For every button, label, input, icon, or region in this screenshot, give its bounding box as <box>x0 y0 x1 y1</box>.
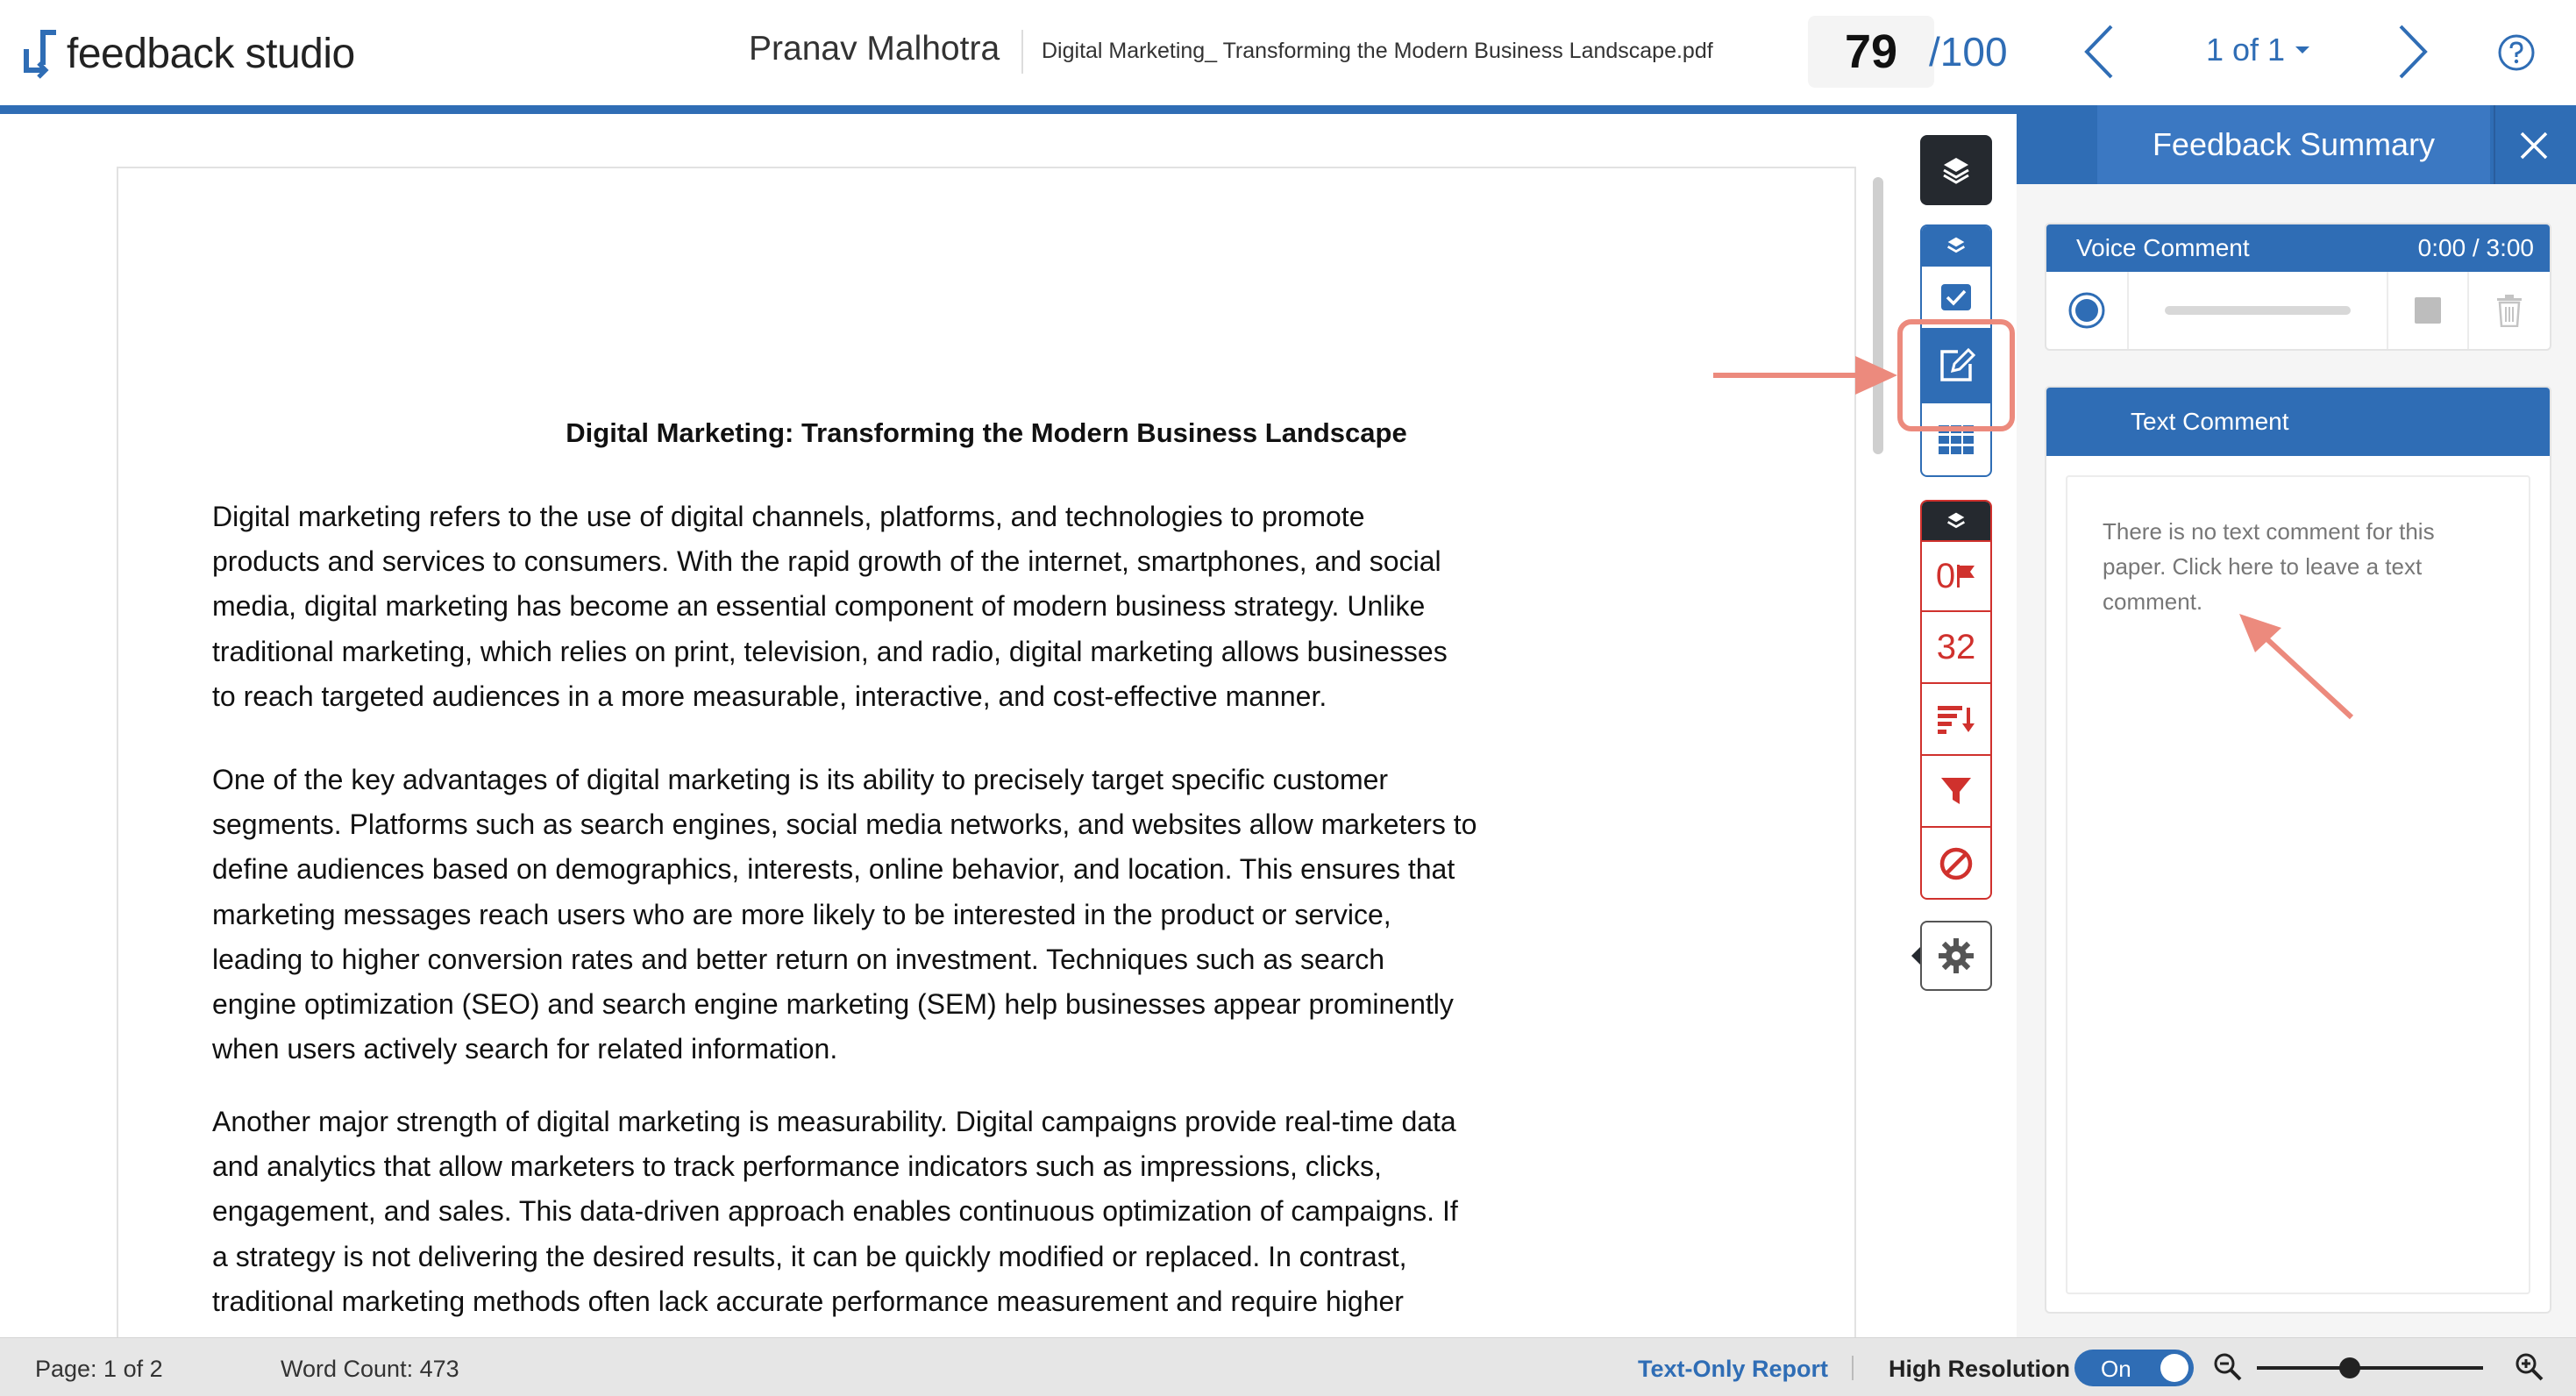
delete-voice-button[interactable] <box>2469 272 2550 349</box>
page-selector-label: 1 of 1 <box>2206 32 2286 68</box>
header-divider <box>1021 30 1023 74</box>
document-line: engagement, and sales. This data-driven approach enables continuous optimization of campaigns. If <box>212 1195 1458 1228</box>
document-line: a strategy is not delivering the desired results, it can be quickly modified or replaced. In contrast, <box>212 1240 1407 1272</box>
text-comment-label: Text Comment <box>2131 408 2289 435</box>
annotation-highlight-box <box>1897 319 2015 431</box>
caret-down-icon <box>2294 44 2311 56</box>
document-line: Another major strength of digital marketing is measurability. Digital campaigns provide real-time data <box>212 1106 1456 1137</box>
sort-button[interactable] <box>1922 682 1990 754</box>
document-line: define audiences based on demographics, interests, online behavior, and location. This ensures that <box>212 853 1455 886</box>
zoom-slider-handle[interactable] <box>2339 1357 2360 1378</box>
page-selector[interactable] <box>2206 32 2311 68</box>
status-bar <box>0 1337 2576 1396</box>
sort-icon <box>1938 704 1975 734</box>
stop-icon <box>2413 296 2443 325</box>
scrollbar-thumb[interactable] <box>1873 177 1883 454</box>
document-line: to reach targeted audiences in a more measurable, interactive, and cost-effective manner. <box>212 680 1327 712</box>
document-line: traditional marketing methods often lack accurate performance measurement and require higher <box>212 1285 1404 1317</box>
document-line: and analytics that allow marketers to track performance indicators such as impressions, clicks, <box>212 1150 1382 1183</box>
zoom-out-icon[interactable] <box>2213 1352 2243 1382</box>
file-name: Digital Marketing_ Transforming the Modern Business Landscape.pdf <box>1042 39 1713 63</box>
word-count: Word Count: 473 <box>281 1356 459 1382</box>
audio-progress-track[interactable] <box>2129 272 2388 349</box>
text-comment-card <box>2045 386 2551 1314</box>
layers-button[interactable] <box>1920 135 1992 205</box>
document-line: media, digital marketing has become an essential component of modern business strategy. Unlike <box>212 590 1426 623</box>
document-paragraph <box>212 1100 1650 1324</box>
high-resolution-toggle[interactable] <box>2074 1350 2194 1386</box>
zoom-in-icon[interactable] <box>2515 1352 2544 1382</box>
status-divider <box>1852 1356 1854 1380</box>
document-title: Digital Marketing: Transforming the Modern Business Landscape <box>566 417 1407 448</box>
document-line: when users actively search for related information. <box>212 1033 838 1065</box>
panel-title-tab <box>2097 105 2490 184</box>
trash-icon <box>2496 294 2523 327</box>
layers-icon <box>1946 510 1967 531</box>
voice-comment-header <box>2046 224 2550 272</box>
document-line: engine optimization (SEO) and search engine marketing (SEM) help businesses appear prominently <box>212 988 1454 1021</box>
checkbox-icon <box>1939 282 1973 312</box>
text-comment-header <box>2046 388 2550 456</box>
annotation-arrow-icon <box>1710 351 1903 400</box>
panel-close-divider <box>2494 105 2495 184</box>
document-line: marketing messages reach users who are more likely to be interested in the product or service, <box>212 898 1391 930</box>
settings-caret <box>1911 947 1920 965</box>
ban-icon <box>1939 846 1974 881</box>
close-icon[interactable] <box>2516 128 2551 163</box>
match-count: 32 <box>1936 627 1976 666</box>
similarity-layer-header[interactable] <box>1922 502 1990 540</box>
grading-layer-header[interactable] <box>1922 226 1990 265</box>
gear-icon <box>1938 937 1975 974</box>
document-line: One of the key advantages of digital marketing is its ability to precisely target specific customer <box>212 764 1389 795</box>
flag-icon <box>1955 563 1976 589</box>
voice-comment-label: Voice Comment <box>2076 234 2250 261</box>
similarity-button[interactable] <box>1922 610 1990 682</box>
settings-button[interactable] <box>1920 921 1992 991</box>
document-line: products and services to consumers. With the rapid growth of the internet, smartphones, and social <box>212 545 1441 578</box>
layers-icon <box>1940 154 1972 186</box>
high-resolution-label: High Resolution <box>1889 1356 2070 1382</box>
annotation-arrow-icon <box>2227 605 2367 728</box>
filter-icon <box>1939 775 1973 807</box>
toggle-knob <box>2160 1354 2188 1382</box>
help-icon[interactable] <box>2497 33 2536 72</box>
feedback-studio-logo <box>21 23 355 84</box>
document-paragraph <box>212 495 1650 719</box>
document-line: segments. Platforms such as search engines, social media networks, and websites allow marketers to <box>212 808 1477 841</box>
flags-button[interactable] <box>1922 540 1990 610</box>
chevron-left-icon[interactable] <box>2078 21 2120 82</box>
voice-controls <box>2046 272 2550 349</box>
logo-text: feedback studio <box>67 30 355 77</box>
toggle-state: On <box>2101 1356 2131 1382</box>
filter-button[interactable] <box>1922 754 1990 826</box>
document-line: traditional marketing, which relies on print, television, and radio, digital marketing allows businesses <box>212 635 1448 667</box>
exclude-button[interactable] <box>1922 826 1990 900</box>
document-line: Digital marketing refers to the use of digital channels, platforms, and technologies to promote <box>212 501 1365 532</box>
flag-count: 0 <box>1935 556 1956 595</box>
text-comment-input[interactable]: There is no text comment for this paper. Click here to leave a text comment. <box>2066 475 2530 1294</box>
stop-button[interactable] <box>2388 272 2469 349</box>
zoom-slider-track[interactable] <box>2257 1366 2483 1370</box>
document-line: leading to higher conversion rates and better return on investment. Techniques such as search <box>212 943 1385 975</box>
chevron-right-icon[interactable] <box>2392 21 2434 82</box>
top-header <box>0 0 2576 105</box>
voice-comment-card <box>2045 223 2551 351</box>
record-button[interactable] <box>2046 272 2129 349</box>
similarity-tools-group <box>1920 500 1992 900</box>
logo-mark-icon <box>21 25 60 82</box>
voice-comment-time: 0:00 / 3:00 <box>2417 234 2534 261</box>
panel-title: Feedback Summary <box>2152 126 2436 162</box>
text-only-report-link[interactable]: Text-Only Report <box>1638 1356 1829 1382</box>
layers-icon <box>1946 235 1967 256</box>
score-total: /100 <box>1929 29 2008 75</box>
student-name: Pranav Malhotra <box>749 30 1000 68</box>
record-icon <box>2067 291 2106 330</box>
document-paragraph <box>212 758 1650 1072</box>
page-indicator: Page: 1 of 2 <box>35 1356 163 1382</box>
score-input[interactable]: 79 <box>1808 16 1934 88</box>
